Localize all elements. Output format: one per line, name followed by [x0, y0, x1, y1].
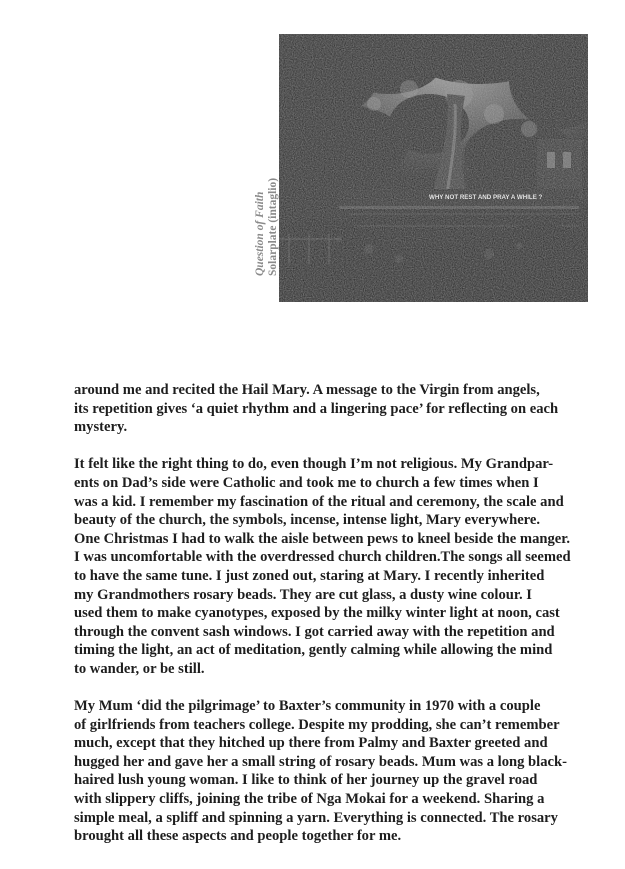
paragraph-grandparents: It felt like the right thing to do, even though I’m not religious. My Grandpar- ents on Dad’s side were Catholic and took me to church a few times when I was a kid. I remember my fascination of the ritual and ceremony, the scale and beauty of the church, the symbols, incense, intense light, Mary everywhere. One Christmas I had to walk the aisle between pews to kneel beside the manger. I was uncomfortable with the overdressed church children.The songs all seemed to have the same tune. I just zoned out, staring at Mary. I recently inherited my Grandmothers rosary beads. They are cut glass, a dusty wine colour. I used them to make cyanotypes, exposed by the milky winter light at noon, cast through the convent sash windows. I got carried away with the repetition and timing the light, an act of meditation, gently calming while allowing the mind to wander, or be still. — [74, 456, 571, 677]
paragraph-hail-mary: around me and recited the Hail Mary. A message to the Virgin from angels, its repetition gives ‘a quiet rhythm and a lingering pace’ for reflecting on each mystery. — [74, 382, 559, 436]
body-text — [74, 381, 594, 864]
caption-text — [254, 178, 280, 276]
figure-caption — [234, 34, 279, 302]
figure — [234, 34, 588, 302]
caption-medium: Solarplate (intaglio) — [267, 177, 279, 276]
intaglio-photo — [279, 34, 588, 302]
caption-title: Question of Faith — [254, 191, 266, 276]
photo-graphic — [279, 34, 588, 302]
paragraph-pilgrimage: My Mum ‘did the pilgrimage’ to Baxter’s community in 1970 with a couple of girlfriends from teachers college. Despite my prodding, she can’t remember much, except that they hitched up there from Palmy and Baxter greeted and hugged her and gave her a small string of rosary beads. Mum was a long black- haired lush young woman. I like to think of her journey up the gravel road with slippery cliffs, joining the tribe of Nga Mokai for a weekend. Sharing a simple meal, a spliff and spinning a yarn. Everything is connected. The rosary brought all these aspects and people together for me. — [74, 698, 567, 845]
sign-text: WHY NOT REST AND PRAY A WHILE ? — [429, 194, 543, 201]
